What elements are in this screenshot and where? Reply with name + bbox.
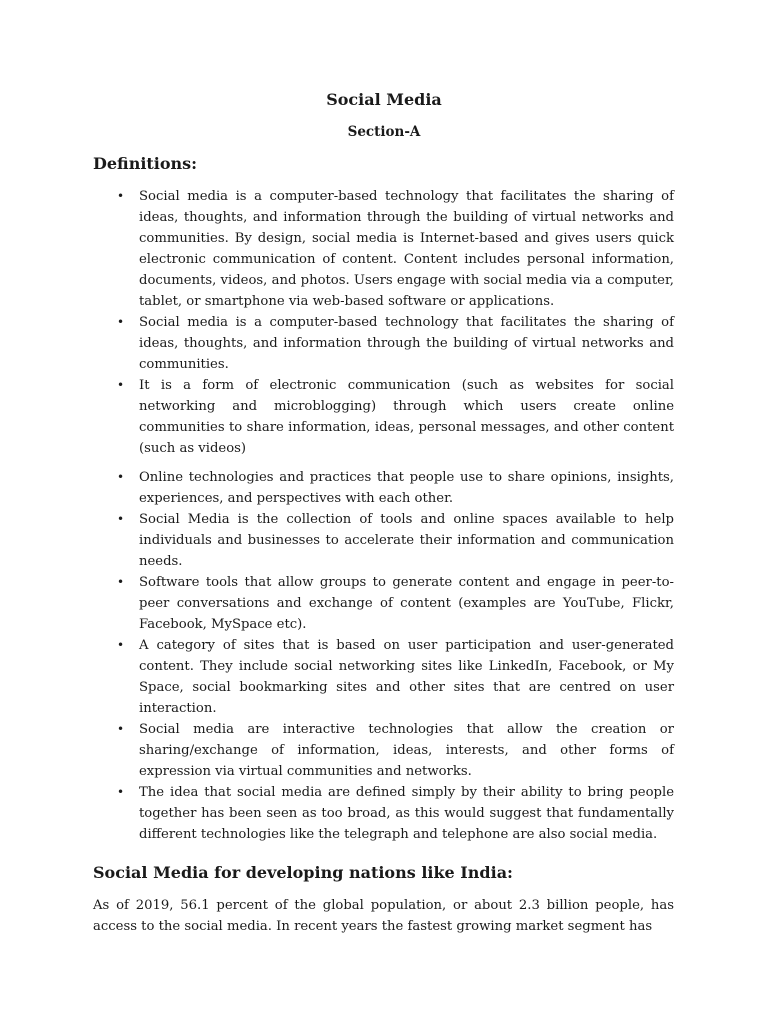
- definition-item: [117, 635, 674, 719]
- definition-text: Social media are interactive technologies that allow the creation or sharing/exchange of information, ideas, interests, and other forms of expression via virtual communities and networks.: [139, 722, 674, 779]
- definition-item: [117, 719, 674, 782]
- bullet-icon: •: [117, 189, 125, 203]
- definition-item: [117, 467, 674, 509]
- bullet-icon: •: [117, 470, 125, 484]
- definition-item: [117, 509, 674, 572]
- bullet-icon: •: [117, 785, 125, 799]
- section-label: Section-A: [347, 124, 421, 140]
- bullet-icon: •: [117, 575, 125, 589]
- definition-text: A category of sites that is based on user participation and user-generated content. They include social networking sites like LinkedIn, Facebook, or My Space, social bookmarking sites and other sites that are centred on user interaction.: [139, 638, 674, 716]
- bullet-icon: •: [117, 315, 125, 329]
- definitions-heading: Definitions:: [93, 154, 198, 173]
- bullet-icon: •: [117, 638, 125, 652]
- definition-text: Online technologies and practices that people use to share opinions, insights, experiences, and perspectives with each other.: [139, 470, 674, 506]
- page-title: Social Media: [326, 90, 442, 109]
- bullet-icon: •: [117, 722, 125, 736]
- definition-text: Social Media is the collection of tools and online spaces available to help individuals and businesses to accelerate their information and communication needs.: [139, 512, 674, 569]
- definition-item: [117, 572, 674, 635]
- definition-text: Social media is a computer-based technology that facilitates the sharing of ideas, thoughts, and information through the building of virtual networks and communities.: [139, 315, 674, 372]
- definition-item: [117, 186, 674, 312]
- definitions-list: [0, 186, 768, 845]
- bullet-icon: •: [117, 378, 125, 392]
- definition-text: The idea that social media are defined simply by their ability to bring people together has been seen as too broad, as this would suggest that fundamentally different technologies like the telegraph and telephone are also social media.: [139, 785, 674, 842]
- definition-item: [117, 782, 674, 845]
- definition-text: It is a form of electronic communication (such as websites for social networking and microblogging) through which users create online communities to share information, ideas, personal messages, and other content (such as videos): [139, 378, 674, 456]
- bullet-icon: •: [117, 512, 125, 526]
- india-heading: Social Media for developing nations like India:: [93, 863, 513, 882]
- definition-item: [117, 312, 674, 375]
- definition-item: [117, 375, 674, 459]
- definition-text: Social media is a computer-based technology that facilitates the sharing of ideas, thoughts, and information through the building of virtual networks and communities. By design, social media is Internet-based and gives users quick electronic communication of content. Content includes personal information, documents, videos, and photos. Users engage with social media via a computer, tablet, or smartphone via web-based software or applications.: [139, 189, 674, 309]
- india-paragraph: As of 2019, 56.1 percent of the global population, or about 2.3 billion people, has access to the social media. In recent years the fastest growing market segment has: [93, 898, 674, 934]
- definition-text: Software tools that allow groups to generate content and engage in peer-to-peer conversations and exchange of content (examples are YouTube, Flickr, Facebook, MySpace etc).: [139, 575, 674, 632]
